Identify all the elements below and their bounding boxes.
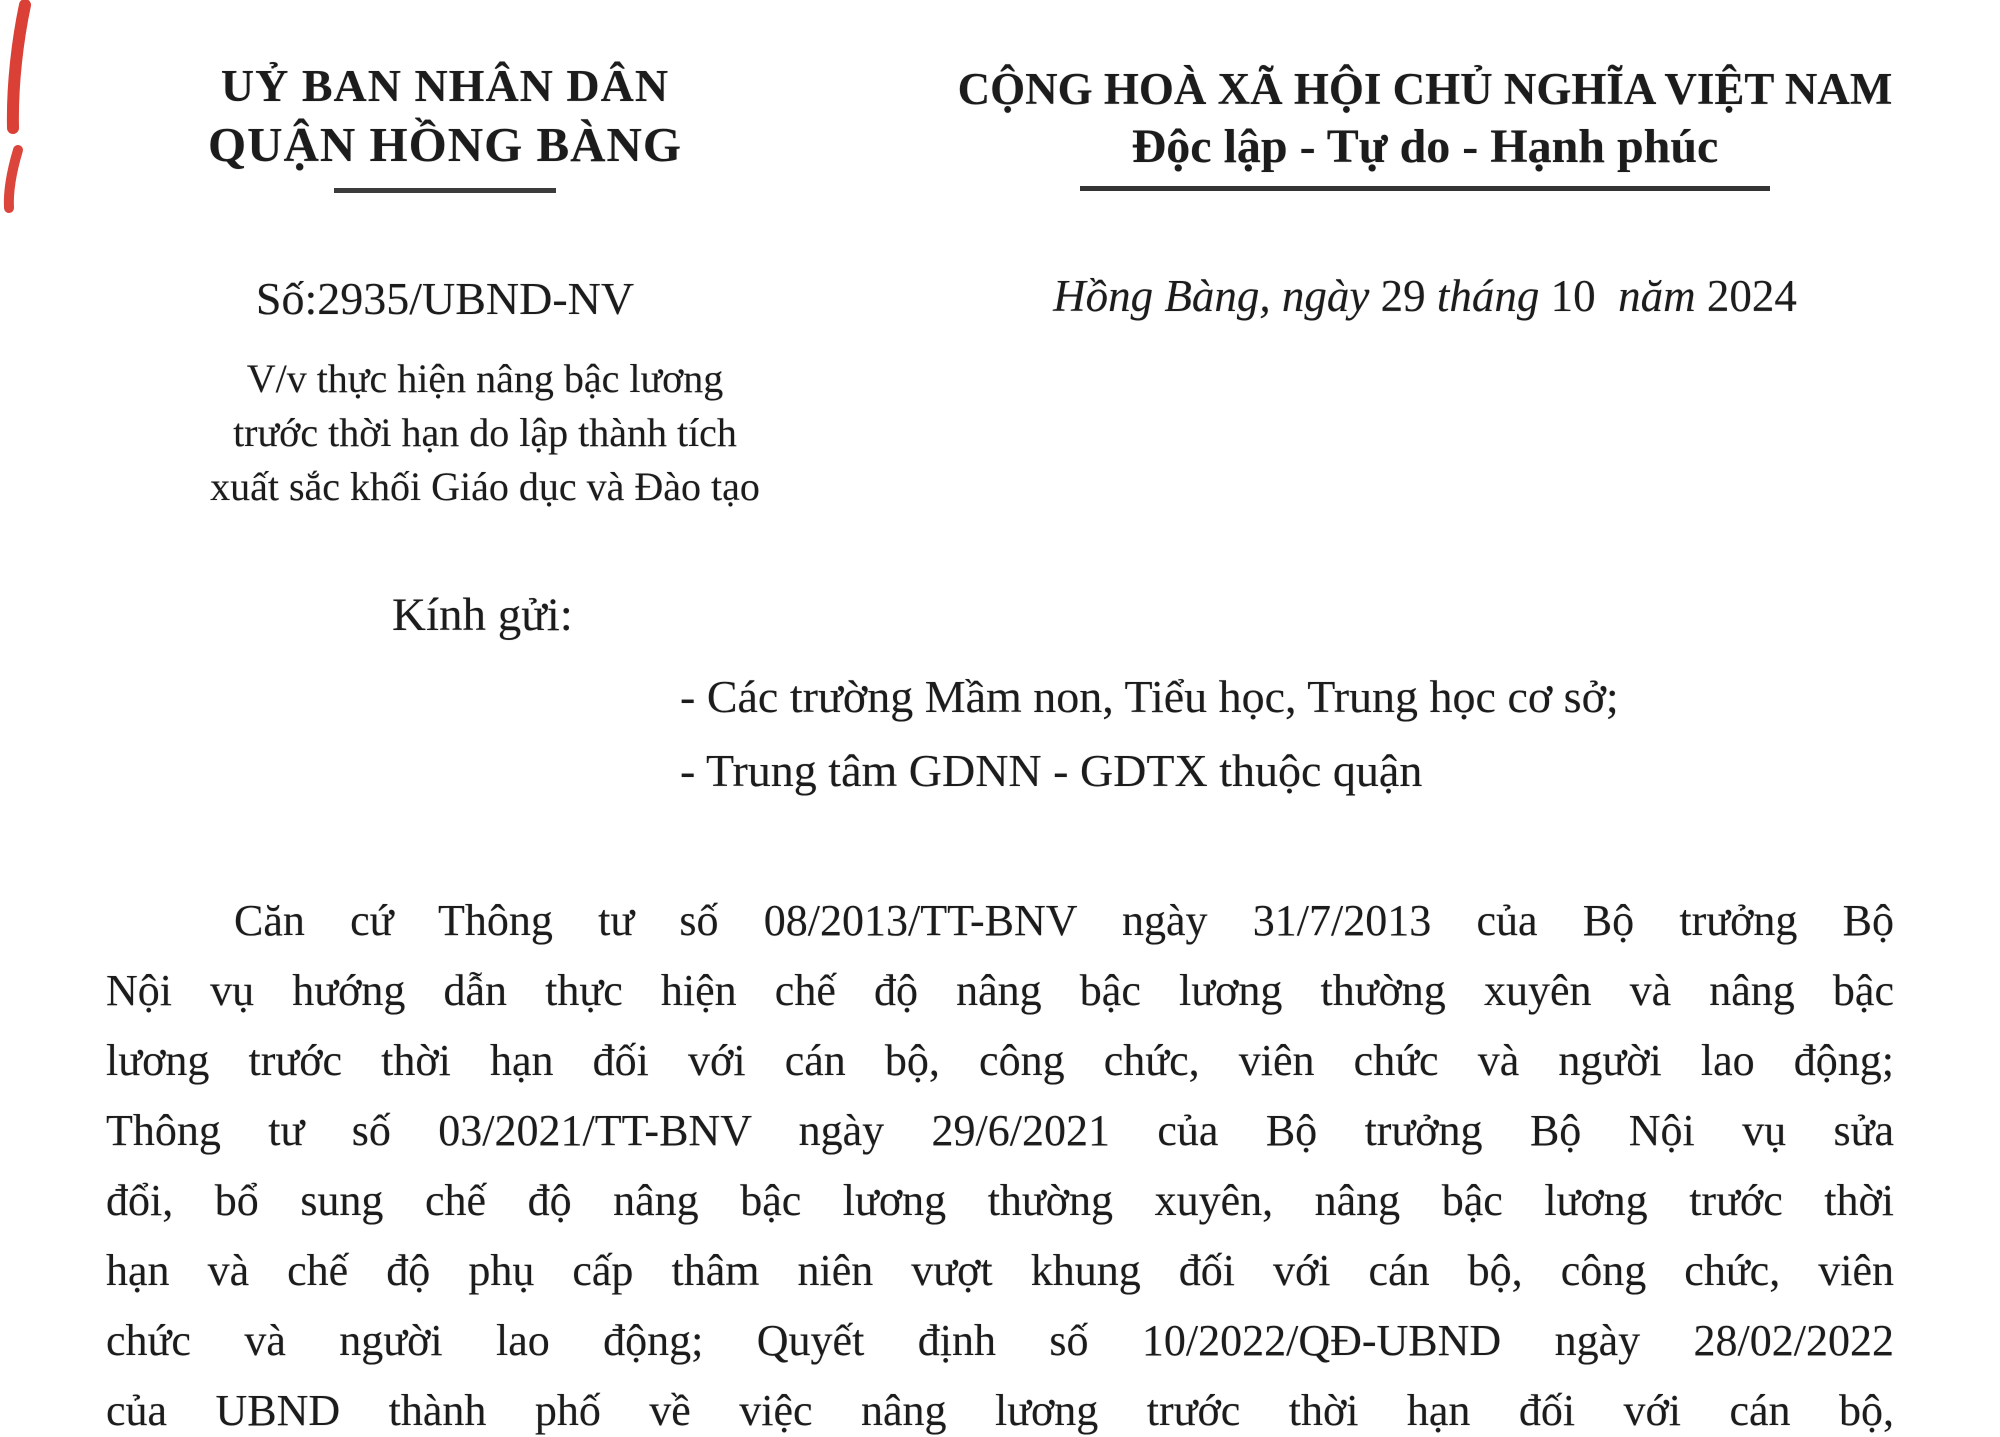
- national-header-line1: CỘNG HOÀ XÃ HỘI CHỦ NGHĨA VIỆT NAM: [957, 64, 1893, 114]
- body-line: chức và người lao động; Quyết định số 10/2022/QĐ-UBND ngày 28/02/2022: [106, 1316, 1894, 1365]
- body-line: Nội vụ hướng dẫn thực hiện chế độ nâng bậc lương thường xuyên và nâng bậc: [106, 966, 1894, 1015]
- date-segment: Hồng Bàng, ngày: [1053, 271, 1381, 321]
- recipient-line: - Trung tâm GDNN - GDTX thuộc quận: [680, 745, 1423, 796]
- red-pen-marks-icon: [0, 0, 90, 235]
- subject-line: xuất sắc khối Giáo dục và Đào tạo: [210, 464, 760, 509]
- national-header-block: [865, 60, 1985, 191]
- motto-underline: [1080, 186, 1770, 191]
- date-segment: tháng: [1425, 271, 1551, 321]
- body-line: lương trước thời hạn đối với cán bộ, công chức, viên chức và người lao động;: [106, 1036, 1894, 1085]
- recipient-line: - Các trường Mầm non, Tiểu học, Trung học cơ sở;: [680, 671, 1619, 722]
- body-line: đổi, bổ sung chế độ nâng bậc lương thường xuyên, nâng bậc lương trước thời: [106, 1176, 1894, 1225]
- issuer-block: [120, 58, 770, 193]
- body-paragraph: [106, 886, 1894, 1437]
- recipients-list: [680, 660, 1940, 808]
- issuer-name-line1: UỶ BAN NHÂN DÂN: [220, 60, 670, 111]
- document-number: Số:2935/UBND-NV: [255, 273, 635, 324]
- red-stroke-2: [9, 150, 18, 208]
- body-line: Căn cứ Thông tư số 08/2013/TT-BNV ngày 31/7/2013 của Bộ trưởng Bộ: [234, 896, 1894, 945]
- salutation: Kính gửi:: [392, 589, 573, 641]
- subject-block: [135, 352, 835, 514]
- date-segment: năm: [1595, 271, 1707, 321]
- body-line: Thông tư số 03/2021/TT-BNV ngày 29/6/2021 của Bộ trưởng Bộ Nội vụ sửa: [106, 1106, 1894, 1155]
- subject-line: V/v thực hiện nâng bậc lương: [246, 356, 724, 401]
- subject-line: trước thời hạn do lập thành tích: [233, 410, 737, 455]
- date-segment: 10: [1550, 271, 1596, 321]
- national-motto-line: Độc lập - Tự do - Hạnh phúc: [1131, 120, 1719, 173]
- issuer-name-line2: QUẬN HỒNG BÀNG: [207, 117, 683, 172]
- body-line: hạn và chế độ phụ cấp thâm niên vượt khung đối với cán bộ, công chức, viên: [106, 1246, 1894, 1295]
- date-segment: 29: [1380, 271, 1426, 321]
- date-segment: 2024: [1706, 271, 1797, 321]
- issuer-underline: [334, 188, 556, 193]
- date-line: [865, 270, 1985, 322]
- red-stroke-1: [13, 5, 25, 128]
- body-line: của UBND thành phố về việc nâng lương trước thời hạn đối với cán bộ,: [106, 1386, 1894, 1435]
